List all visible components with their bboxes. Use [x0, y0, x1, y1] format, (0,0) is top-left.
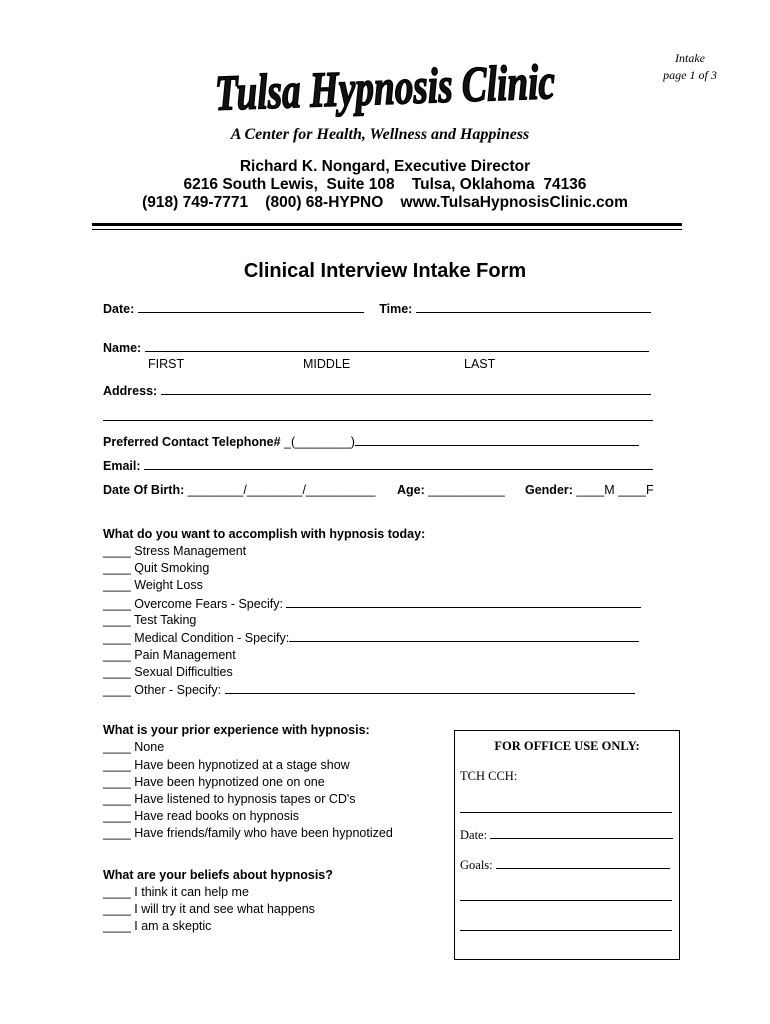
- experience-option[interactable]: ____ Have been hypnotized at a stage show: [103, 758, 350, 772]
- goal-option[interactable]: ____ Sexual Difficulties: [103, 665, 233, 679]
- experience-option[interactable]: ____ Have listened to hypnosis tapes or CD's: [103, 792, 356, 806]
- address-field[interactable]: [161, 382, 651, 395]
- goal-option: [103, 629, 639, 647]
- phone-field[interactable]: [355, 433, 639, 446]
- age-field[interactable]: ___________: [428, 483, 505, 497]
- experience-question: What is your prior experience with hypnosis:: [103, 723, 370, 737]
- date-label: Date:: [103, 302, 135, 316]
- page-corner-label: [640, 50, 740, 84]
- gender-row: [525, 482, 654, 499]
- phone-row: [103, 433, 639, 451]
- experience-option[interactable]: ____ Have friends/family who have been hypnotized: [103, 826, 393, 840]
- goal-option[interactable]: ____ Pain Management: [103, 648, 236, 662]
- time-field[interactable]: [416, 300, 651, 313]
- office-date-label: Date:: [460, 828, 488, 842]
- address-label: Address:: [103, 384, 158, 398]
- office-goals-field[interactable]: [496, 857, 670, 869]
- header-rule-thick: [92, 223, 682, 226]
- address-row: [103, 382, 651, 400]
- time-label: Time:: [379, 302, 413, 316]
- clinic-tagline: A Center for Health, Wellness and Happiness: [230, 126, 530, 143]
- clinic-logo-text: Tulsa Hypnosis Clinic: [214, 49, 673, 121]
- experience-option[interactable]: ____ Have been hypnotized one on one: [103, 775, 325, 789]
- gender-female-field[interactable]: ____F: [618, 483, 654, 497]
- email-row: [103, 457, 653, 475]
- gender-label: Gender:: [525, 483, 573, 497]
- belief-option[interactable]: ____ I will try it and see what happens: [103, 902, 315, 916]
- gender-male-field[interactable]: ____M: [576, 483, 615, 497]
- name-last-caption: LAST: [464, 357, 496, 371]
- form-code: Intake: [675, 51, 705, 65]
- age-row: [397, 482, 505, 499]
- medical-specify-field[interactable]: [289, 629, 639, 642]
- office-date-row: [460, 827, 675, 843]
- belief-option[interactable]: ____ I think it can help me: [103, 885, 249, 899]
- goal-option[interactable]: ____ Stress Management: [103, 544, 247, 558]
- office-goals-label: Goals:: [460, 858, 493, 872]
- form-title: Clinical Interview Intake Form: [243, 260, 527, 282]
- clinic-logo: [200, 49, 673, 124]
- belief-option[interactable]: ____ I am a skeptic: [103, 919, 212, 933]
- phone-area-code[interactable]: _(________): [284, 435, 355, 449]
- address-field-line2[interactable]: [103, 420, 653, 421]
- office-use-box: [454, 730, 680, 960]
- office-goals-field-line3[interactable]: [460, 919, 675, 935]
- goal-option-label[interactable]: ____ Overcome Fears - Specify:: [103, 597, 283, 611]
- name-first-caption: FIRST: [148, 357, 185, 371]
- contact-line: (918) 749-7771 (800) 68-HYPNO www.TulsaHypnosisClinic.com: [142, 194, 628, 211]
- office-goals-field-line2[interactable]: [460, 889, 675, 905]
- fears-specify-field[interactable]: [286, 595, 641, 608]
- goal-option-label[interactable]: ____ Other - Specify:: [103, 683, 222, 697]
- email-field[interactable]: [144, 457, 653, 470]
- goal-option[interactable]: ____ Test Taking: [103, 613, 197, 627]
- name-row: [103, 339, 649, 357]
- name-label: Name:: [103, 341, 142, 355]
- name-field[interactable]: [145, 339, 649, 352]
- experience-option[interactable]: ____ Have read books on hypnosis: [103, 809, 299, 823]
- director-line: Richard K. Nongard, Executive Director: [239, 158, 531, 175]
- dob-label: Date Of Birth:: [103, 483, 185, 497]
- office-goals-row: [460, 857, 675, 873]
- date-time-row: [103, 300, 651, 318]
- address-line: 6216 South Lewis, Suite 108 Tulsa, Oklahoma 74136: [183, 176, 587, 193]
- age-label: Age:: [397, 483, 425, 497]
- beliefs-question: What are your beliefs about hypnosis?: [103, 868, 333, 882]
- date-field[interactable]: [138, 300, 364, 313]
- dob-row: [103, 482, 375, 499]
- office-date-field[interactable]: [490, 827, 673, 839]
- goal-option[interactable]: ____ Quit Smoking: [103, 561, 210, 575]
- other-specify-field[interactable]: [225, 681, 635, 694]
- goal-option: [103, 681, 635, 699]
- email-label: Email:: [103, 459, 141, 473]
- phone-label: Preferred Contact Telephone#: [103, 435, 281, 449]
- office-tch-field[interactable]: [460, 801, 675, 817]
- goal-option-label[interactable]: ____ Medical Condition - Specify:: [103, 631, 290, 645]
- page-number: page 1 of 3: [663, 68, 717, 82]
- experience-option[interactable]: ____ None: [103, 740, 165, 754]
- goals-question: What do you want to accomplish with hypnosis today:: [103, 527, 426, 541]
- name-middle-caption: MIDDLE: [303, 357, 351, 371]
- office-use-title: FOR OFFICE USE ONLY:: [494, 739, 640, 753]
- office-tch-label: TCH CCH:: [460, 769, 518, 783]
- goal-option[interactable]: ____ Weight Loss: [103, 578, 203, 592]
- header-rule-thin: [92, 229, 682, 230]
- dob-field[interactable]: ________/________/__________: [187, 483, 376, 497]
- goal-option: [103, 595, 641, 613]
